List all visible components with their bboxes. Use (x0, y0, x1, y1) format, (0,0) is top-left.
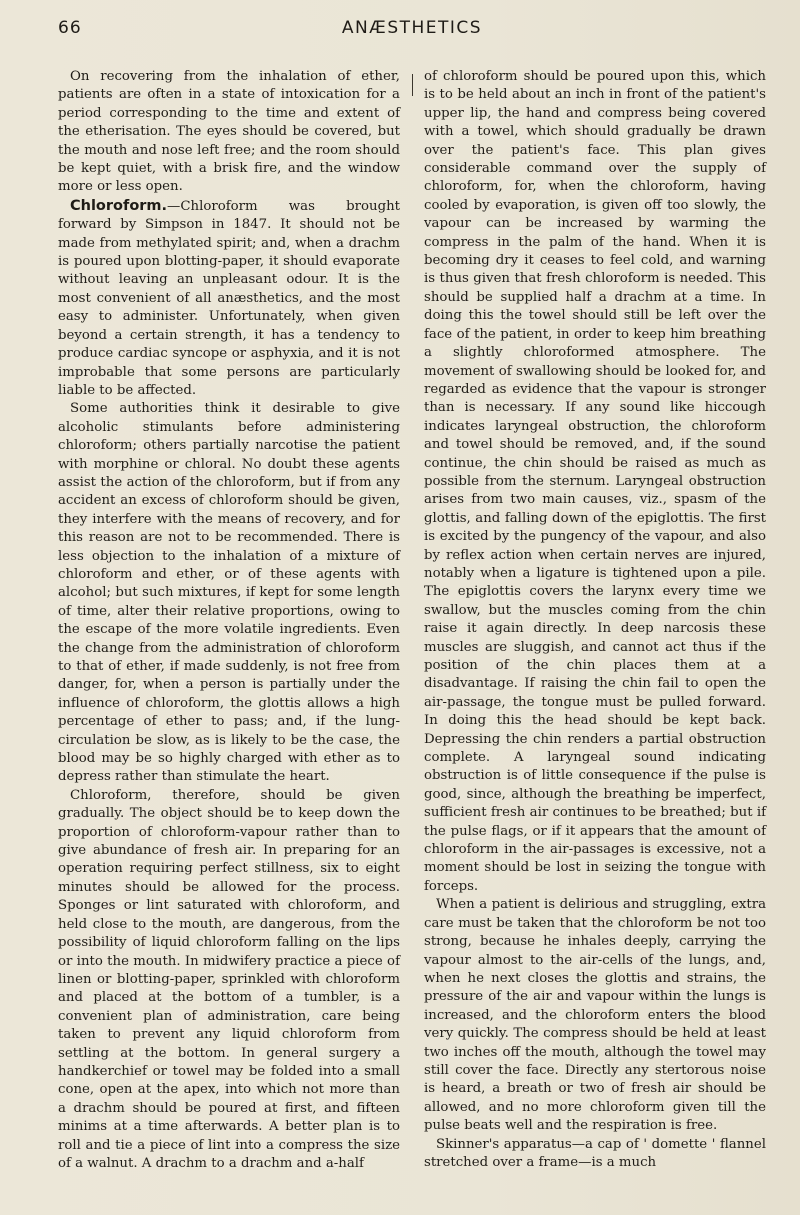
paragraph-text: —Chloroform was brought forward by Simpson in 1847. It should not be made from methylated spirit; and, when a drachm is poured upon blotting-paper, it should evaporate without leaving an unpleasant odour. It is the most convenient of all anæsthetics, and the most easy to administer. Unfortunately, when given beyond a certain strength, it has a tendency to produce cardiac syncope or asphyxia, and it is not improbable that some persons are particularly liable to be affected. (58, 198, 400, 398)
text-columns (58, 68, 766, 1198)
chloroform-paragraph (58, 197, 400, 400)
right-column (424, 68, 766, 1198)
left-column (58, 68, 400, 1198)
paragraph: Skinner's apparatus—a cap of ' domette ' flannel stretched over a frame—is a much (424, 1136, 766, 1170)
paragraph: Some authorities think it desirable to give alcoholic stimulants before administering chloroform; others partially narcotise the patient with morphine or chloral. No doubt these agents assist the action of the chloroform, but if from any accident an excess of chloroform should be given, they interfere with the means of recovery, and for this reason are not to be recommended. There is less objection to the inhalation of a mixture of chloroform and ether, or of these agents with alcohol; but such mixtures, if kept for some length of time, alter their relative proportions, owing to the escape of the more volatile ingredients. Even the change from the administration of chloroform to that of ether, if made suddenly, is not free from danger, for, when a person is partially under the influence of chloroform, the glottis allows a high percentage of ether to pass; and, if the lung-circulation be slow, as is likely to be the case, the blood may be so highly charged with ether as to depress rather than stimulate the heart. (58, 401, 400, 785)
running-title: ANÆSTHETICS (341, 18, 483, 38)
paragraph: Chloroform, therefore, should be given gradually. The object should be to keep down the proportion of chloroform-vapour rather than to give abundance of fresh air. In preparing for an operation requiring perfect stillness, six to eight minutes should be allowed for the process. Sponges or lint saturated with chloroform, and held close to the mouth, are dangerous, from the possibility of liquid chloroform falling on the lips or into the mouth. In midwifery practice a piece of linen or blotting-paper, sprinkled with chloroform and placed at the bottom of a tumbler, is a convenient plan of administration, care being taken to prevent any liquid chloroform from settling at the bottom. In general surgery a handkerchief or towel may be folded into a small cone, open at the apex, into which not more than a drachm should be poured at first, and fifteen minims at a time afterwards. A better plan is to roll and tie a piece of lint into a compress the size of a walnut. A drachm to a drachm and a-half (58, 787, 400, 1171)
running-head (58, 18, 766, 46)
paragraph: When a patient is delirious and struggling, extra care must be taken that the chloroform be not too strong, because he inhales deeply, carrying the vapour almost to the air-cells of the lungs, and, when he next closes the glottis and strains, the pressure of the air and vapour within the lungs is increased, and the chloroform enters the blood very quickly. The compress should be held at least two inches off the mouth, although the towel may still cover the face. Directly any stertorous noise is heard, a breath or two of fresh air should be allowed, and no more chloroform given till the pulse beats well and the respiration is free. (424, 897, 766, 1134)
column-divider (412, 74, 413, 96)
section-heading: Chloroform. (70, 197, 168, 214)
paragraph-continued: of chloroform should be poured upon this, which is to be held about an inch in front of the patient's upper lip, the hand and compress being covered with a towel, which should gradually be drawn over the patient's face. This plan gives considerable command over the supply of chloroform, for, when the chloroform, having cooled by evaporation, is given off too slowly, the vapour can be increased by warming the compress in the palm of the hand. When it is becoming dry it ceases to feel cold, and warning is thus given that fresh chloroform is needed. This should be supplied half a drachm at a time. In doing this the towel should still be left over the face of the patient, in order to keep him breathing a slightly chloroformed atmosphere. The movement of swallowing should be looked for, and regarded as evidence that the vapour is stronger than is necessary. If any sound like hiccough indicates laryngeal obstruction, the chloroform and towel should be removed, and, if the sound continue, the chin should be raised as much as possible from the sternum. Laryngeal obstruction arises from two main causes, viz., spasm of the glottis, and falling down of the epiglottis. The first is excited by the pungency of the vapour, and also by reflex action when certain nerves are injured, notably when a ligature is tightened upon a pile. The epiglottis covers the larynx every time we swallow, but the muscles coming from the chin raise it again directly. In deep narcosis these muscles are sluggish, and cannot act thus if the position of the chin places them at a disadvantage. If raising the chin fail to open the air-passage, the tongue must be pulled forward. In doing this the head should be kept back. Depressing the chin renders a partial obstruction complete. A laryngeal sound indicating obstruction is of little consequence if the pulse is good, since, although the breathing be imperfect, sufficient fresh air continues to be breathed; but if the pulse flags, or if it appears that the amount of chloroform in the air-passages is excessive, not a moment should be lost in seizing the tongue with forceps. (424, 69, 766, 894)
paragraph: On recovering from the inhalation of ether, patients are often in a state of intoxication for a period corresponding to the time and extent of the etherisation. The eyes should be covered, but the mouth and nose left free; and the room should be kept quiet, with a brisk fire, and the window more or less open. (58, 69, 400, 195)
page-number: 66 (58, 18, 82, 38)
